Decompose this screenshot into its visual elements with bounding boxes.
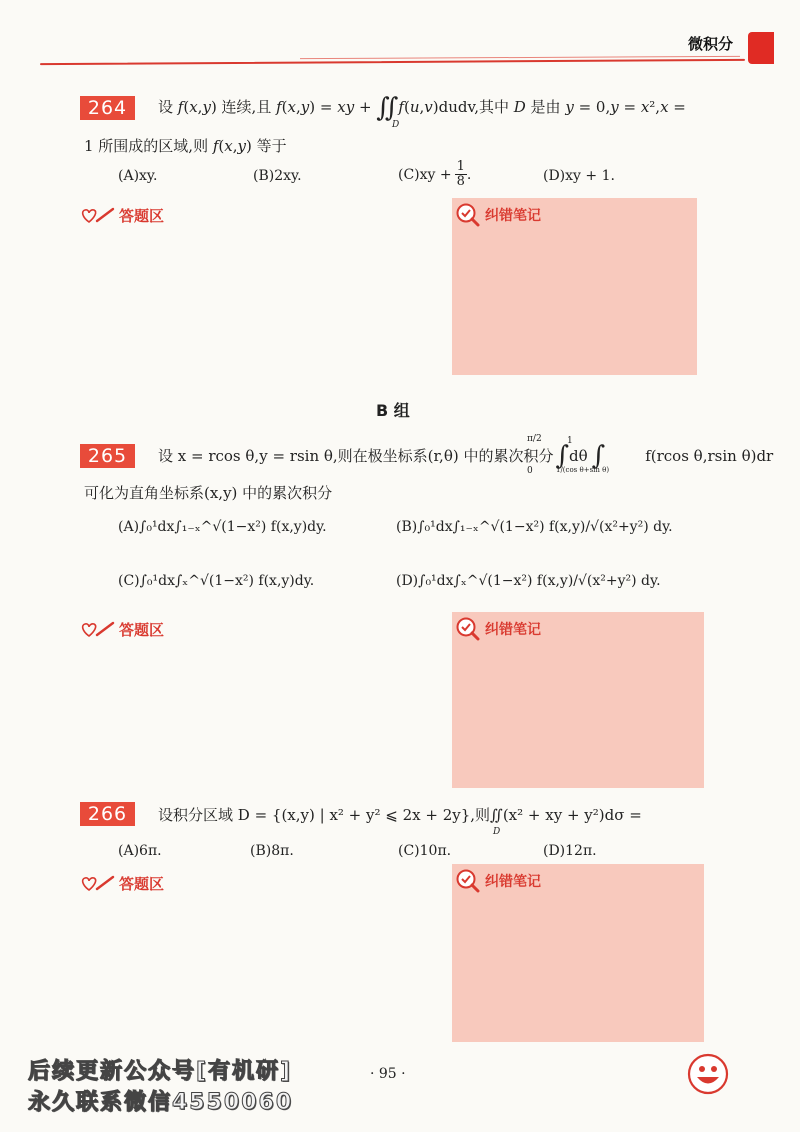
magnifier-check-icon <box>455 202 481 228</box>
answer-area-265[interactable] <box>80 619 164 640</box>
notes-header-266 <box>455 868 541 894</box>
notes-label: 纠错笔记 <box>485 208 541 224</box>
magnifier-check-icon <box>455 616 481 642</box>
option-265-c[interactable]: (C)∫₀¹dx∫ₓ^√(1−x²) f(x,y)dy. <box>118 573 315 589</box>
question-number-265: 265 <box>80 444 135 468</box>
question-264-line2: 1 所围成的区域,则 f(x,y) 等于 <box>84 137 287 155</box>
answer-area-264[interactable] <box>80 205 164 226</box>
option-265-b[interactable]: (B)∫₀¹dx∫₁₋ₓ^√(1−x²) f(x,y)/√(x²+y²) dy. <box>396 519 673 535</box>
answer-area-label: 答题区 <box>119 621 165 639</box>
option-264-d[interactable]: (D)xy + 1. <box>543 168 615 184</box>
question-265-line1: 设 x = rcos θ,y = rsin θ,则在极坐标系(r,θ) 中的累次积分 ∫ dθ ∫ f(rcos θ,rsin θ)dr <box>158 441 774 471</box>
option-264-b[interactable]: (B)2xy. <box>253 168 302 184</box>
question-265-text-b: dθ <box>569 447 588 465</box>
group-label: B 组 <box>376 401 410 420</box>
watermark-line2: 永久联系微信4550060 <box>28 1090 294 1115</box>
answer-area-label: 答题区 <box>119 207 165 225</box>
question-266-line1: 设积分区域 D = {(x,y) | x² + y² ⩽ 2x + 2y},则∬(x² + xy + y²)dσ = <box>158 806 642 824</box>
upper-limit-r: 1 <box>567 436 573 446</box>
option-266-a[interactable]: (A)6π. <box>118 843 162 859</box>
option-264-c-suffix: . <box>466 166 472 183</box>
question-265-text-a: 设 x = rcos θ,y = rsin θ,则在极坐标系(r,θ) 中的累次积分 <box>158 447 554 465</box>
heart-pen-icon <box>80 875 116 893</box>
option-265-a[interactable]: (A)∫₀¹dx∫₁₋ₓ^√(1−x²) f(x,y)dy. <box>118 519 327 535</box>
magnifier-check-icon <box>455 868 481 894</box>
answer-area-label: 答题区 <box>119 875 165 893</box>
option-266-c[interactable]: (C)10π. <box>398 843 452 859</box>
notes-header-265 <box>455 616 541 642</box>
watermark-line1: 后续更新公众号[有机研] <box>28 1059 293 1084</box>
question-number-264: 264 <box>80 96 135 120</box>
option-264-c-numerator: 1 <box>456 159 465 174</box>
smiley-mascot-icon <box>686 1052 730 1100</box>
option-266-d[interactable]: (D)12π. <box>543 843 597 859</box>
section-tab-marker <box>748 32 774 64</box>
upper-limit-theta: π/2 <box>527 434 542 444</box>
section-title: 微积分 <box>688 35 734 53</box>
answer-area-266[interactable] <box>80 873 164 894</box>
heart-pen-icon <box>80 207 116 225</box>
option-264-a[interactable]: (A)xy. <box>118 168 158 184</box>
notes-label: 纠错笔记 <box>485 874 541 890</box>
lower-limit-r: 1/(cos θ+sin θ) <box>556 466 610 474</box>
question-264-line1: 设 f(x,y) 连续,且 f(x,y) = xy + ∬f(u,v)dudv,其中 D 是由 y = 0,y = x²,x = <box>158 93 686 123</box>
option-264-c-denominator: 8 <box>456 174 465 189</box>
option-264-c-prefix: (C)xy + <box>398 166 452 183</box>
question-265-text-c: f(rcos θ,rsin θ)dr <box>645 447 774 465</box>
notes-label: 纠错笔记 <box>485 622 541 638</box>
page-number: · 95 · <box>370 1066 406 1082</box>
question-265-line2: 可化为直角坐标系(x,y) 中的累次积分 <box>84 484 333 502</box>
option-266-b[interactable]: (B)8π. <box>250 843 294 859</box>
lower-limit-theta: 0 <box>527 466 533 476</box>
notes-header-264 <box>455 202 541 228</box>
option-264-c[interactable] <box>398 160 471 189</box>
question-number-266: 266 <box>80 802 135 826</box>
integral-region-266: D <box>493 827 501 837</box>
option-265-d[interactable]: (D)∫₀¹dx∫ₓ^√(1−x²) f(x,y)/√(x²+y²) dy. <box>396 573 661 589</box>
header-rule <box>40 59 745 65</box>
heart-pen-icon <box>80 621 116 639</box>
integral-region-264: D <box>392 120 400 130</box>
